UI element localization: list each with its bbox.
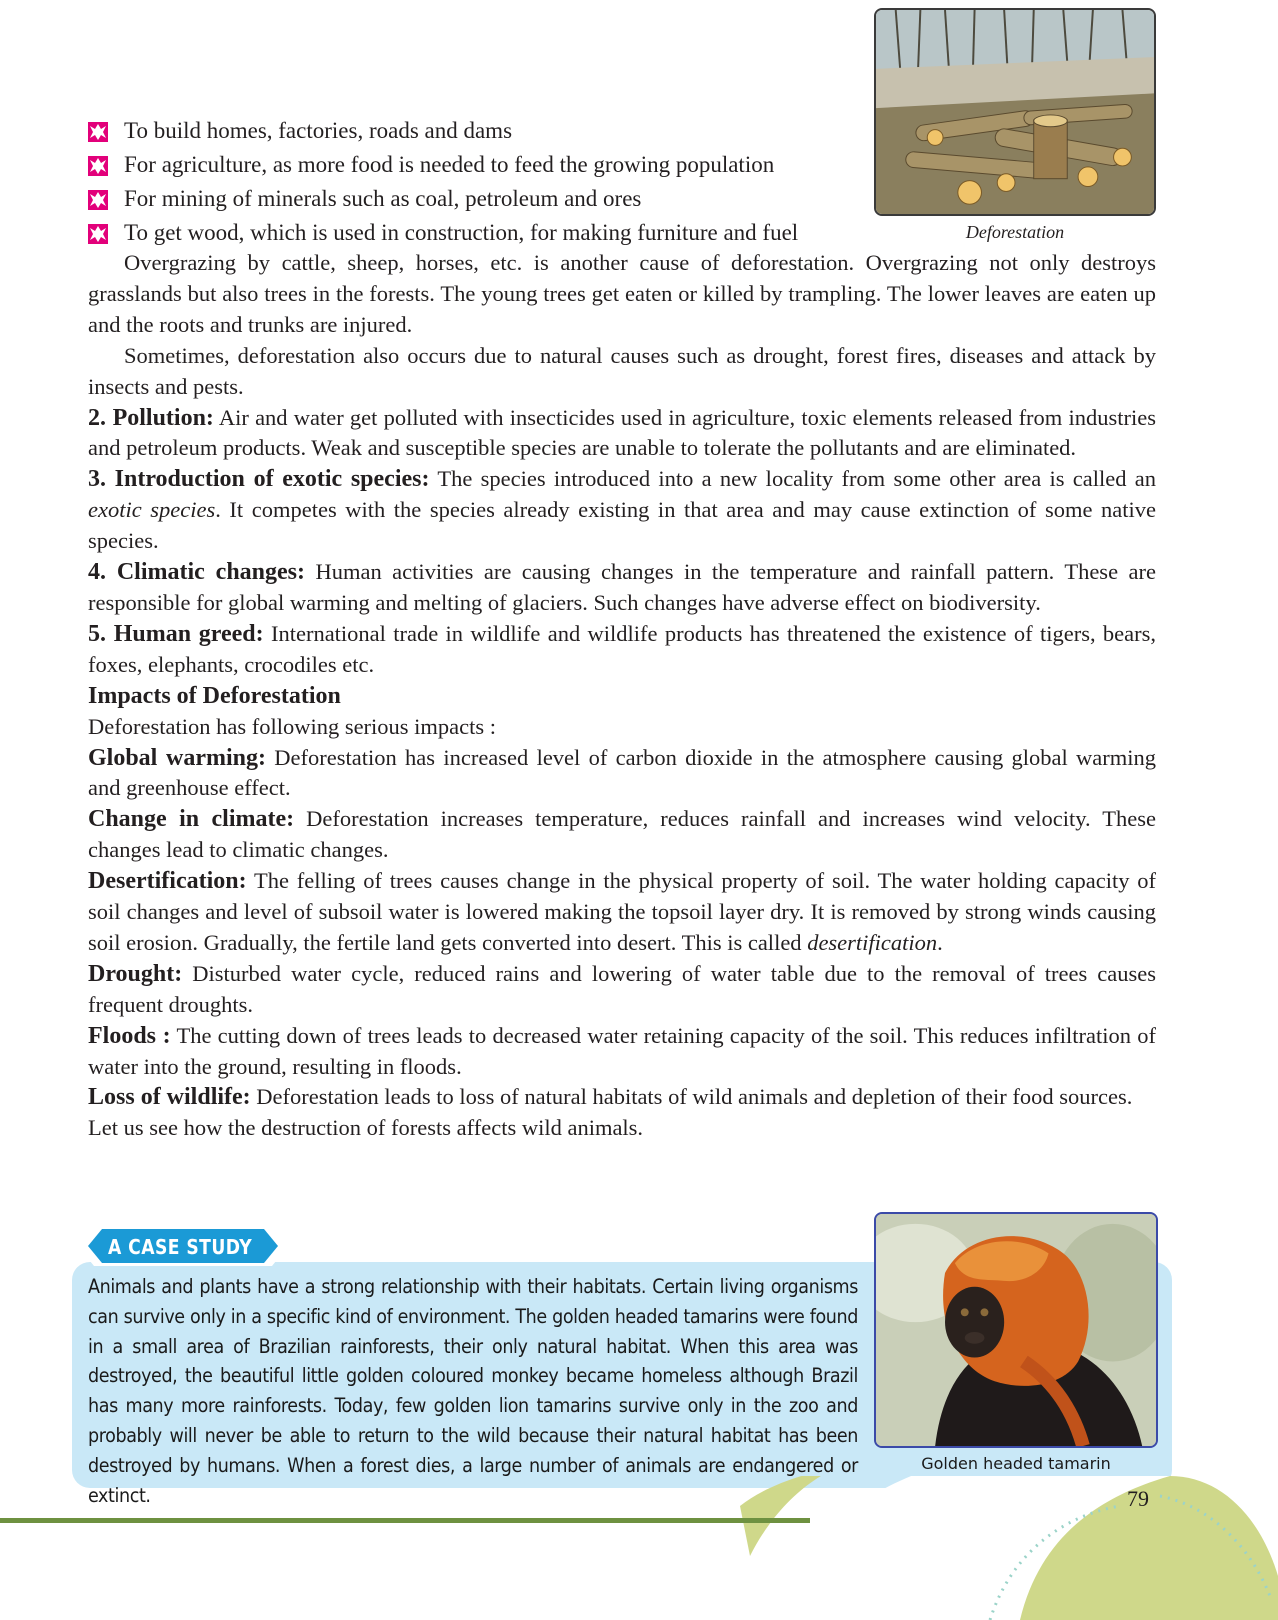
- closing-sentence: Let us see how the destruction of forests affects wild animals.: [88, 1115, 644, 1141]
- cause-human-greed: 5. Human greed: International trade in wildlife and wildlife products has threatened the existence of tigers, bears, foxes, elephants, crocodiles etc.: [88, 620, 1157, 677]
- list-item-text: For agriculture, as more food is needed to feed the growing population: [124, 152, 775, 177]
- deforestation-photo: [874, 8, 1156, 216]
- impact-floods: Floods : The cutting down of trees leads to decreased water retaining capacity of the soil. This reduces infiltration of water into the ground, resulting in floods.: [88, 1022, 1156, 1079]
- impact-climate-change: Change in climate: Deforestation increases temperature, reduces rainfall and increases wind velocity. These changes lead to climatic changes.: [88, 806, 1156, 863]
- deforestation-reasons-list: [88, 114, 868, 250]
- list-item: [88, 148, 868, 182]
- cause-term: 2. Pollution:: [88, 404, 214, 431]
- natural-causes-paragraph: Sometimes, deforestation also occurs due to natural causes such as drought, forest fires, diseases and attack by insects and pests.: [88, 342, 1156, 399]
- cross-bullet-icon: [88, 156, 108, 176]
- case-study-label: A CASE STUDY: [108, 1235, 253, 1259]
- tamarin-caption: Golden headed tamarin: [921, 1454, 1111, 1473]
- cross-bullet-icon: [88, 122, 108, 142]
- impact-desertification: Desertification: The felling of trees causes change in the physical property of soil. The water holding capacity of soil changes and level of subsoil water is lowered making the topsoil layer dry. It is removed by strong winds causing soil erosion. Gradually, the fertile land gets converted into desert. This is called desertification.: [88, 868, 1156, 955]
- list-item: [88, 216, 868, 250]
- deforestation-caption: Deforestation: [965, 222, 1065, 242]
- overgrazing-paragraph: Overgrazing by cattle, sheep, horses, etc. is another cause of deforestation. Overgrazing not only destroys grasslands but also trees in the forests. The young trees get eaten or killed by trampling. The lower leaves are eaten up and the roots and trunks are injured.: [88, 250, 1156, 337]
- corner-decoration: [740, 1476, 1278, 1620]
- cause-pollution: 2. Pollution: Air and water get polluted with insecticides used in agriculture, toxic elements released from industries and petroleum products. Weak and susceptible species are unable to tolerate the pollutants and are eliminated.: [88, 404, 1156, 461]
- list-item-text: For mining of minerals such as coal, petroleum and ores: [124, 186, 642, 211]
- cross-bullet-icon: [88, 190, 108, 210]
- list-item: [88, 114, 868, 148]
- case-study-text: Animals and plants have a strong relationship with their habitats. Certain living organisms can survive only in a specific kind of environment. The golden headed tamarins were found in a small area of Brazilian rainforests, their only natural habitat. When this area was destroyed, the beautiful little golden coloured monkey became homeless although Brazil has many more rainforests. Today, few golden lion tamarins survive only in the zoo and probably will never be able to return to the wild because their natural habitat has been destroyed by humans. When a forest dies, a large number of animals are endangered or extinct.: [88, 1275, 858, 1507]
- impact-global-warming: Global warming: Deforestation has increased level of carbon dioxide in the atmosphere causing global warming and greenhouse effect.: [88, 744, 1157, 801]
- cause-term: 4. Climatic changes:: [88, 559, 305, 586]
- list-item-text: To get wood, which is used in construction, for making furniture and fuel: [124, 220, 799, 245]
- cause-exotic-species: 3. Introduction of exotic species: The species introduced into a new locality from some other area is called an exotic species. It competes with the species already existing in that area and may cause extinction of some native species.: [88, 466, 1157, 554]
- cross-bullet-icon: [88, 224, 108, 244]
- impacts-intro: Deforestation has following serious impacts :: [88, 713, 497, 739]
- page-number: 79: [1127, 1486, 1149, 1511]
- list-item: [88, 182, 868, 216]
- footer-rule: [0, 1518, 810, 1523]
- cause-term: 5. Human greed:: [88, 620, 264, 647]
- impact-drought: Drought: Disturbed water cycle, reduced rains and lowering of water table due to the removal of trees causes frequent droughts.: [88, 960, 1156, 1017]
- cause-climatic-changes: 4. Climatic changes: Human activities are causing changes in the temperature and rainfall pattern. These are responsible for global warming and melting of glaciers. Such changes have adverse effect on biodiversity.: [88, 559, 1156, 615]
- body-text: [88, 248, 1156, 1144]
- impact-loss-of-wildlife: Loss of wildlife: Deforestation leads to loss of natural habitats of wild animals and depletion of their food sources.: [88, 1084, 1133, 1111]
- impacts-heading: Impacts of Deforestation: [88, 682, 341, 709]
- cause-term: 3. Introduction of exotic species:: [88, 466, 430, 493]
- list-item-text: To build homes, factories, roads and dams: [124, 118, 513, 143]
- tamarin-photo: [874, 1212, 1158, 1448]
